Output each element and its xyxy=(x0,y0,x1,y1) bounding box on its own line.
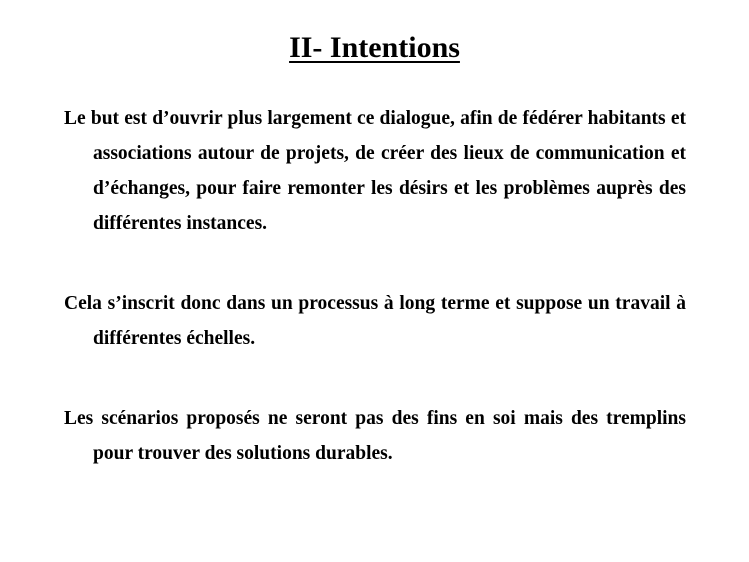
paragraph-intentions-goal: Le but est d’ouvrir plus largement ce dialogue, afin de fédérer habitants et associations autour de projets, de créer des lieux de communication et d’échanges, pour faire remonter les désirs et les problèmes auprès des différentes instances. xyxy=(64,108,686,234)
slide-title-text: II- Intentions xyxy=(289,31,460,64)
paragraph-scenarios: Les scénarios proposés ne seront pas des fins en soi mais des tremplins pour trouver des solutions durables. xyxy=(64,408,686,464)
slide-title xyxy=(0,28,749,68)
paragraph-long-term-process: Cela s’inscrit donc dans un processus à long terme et suppose un travail à différentes échelles. xyxy=(64,293,686,349)
